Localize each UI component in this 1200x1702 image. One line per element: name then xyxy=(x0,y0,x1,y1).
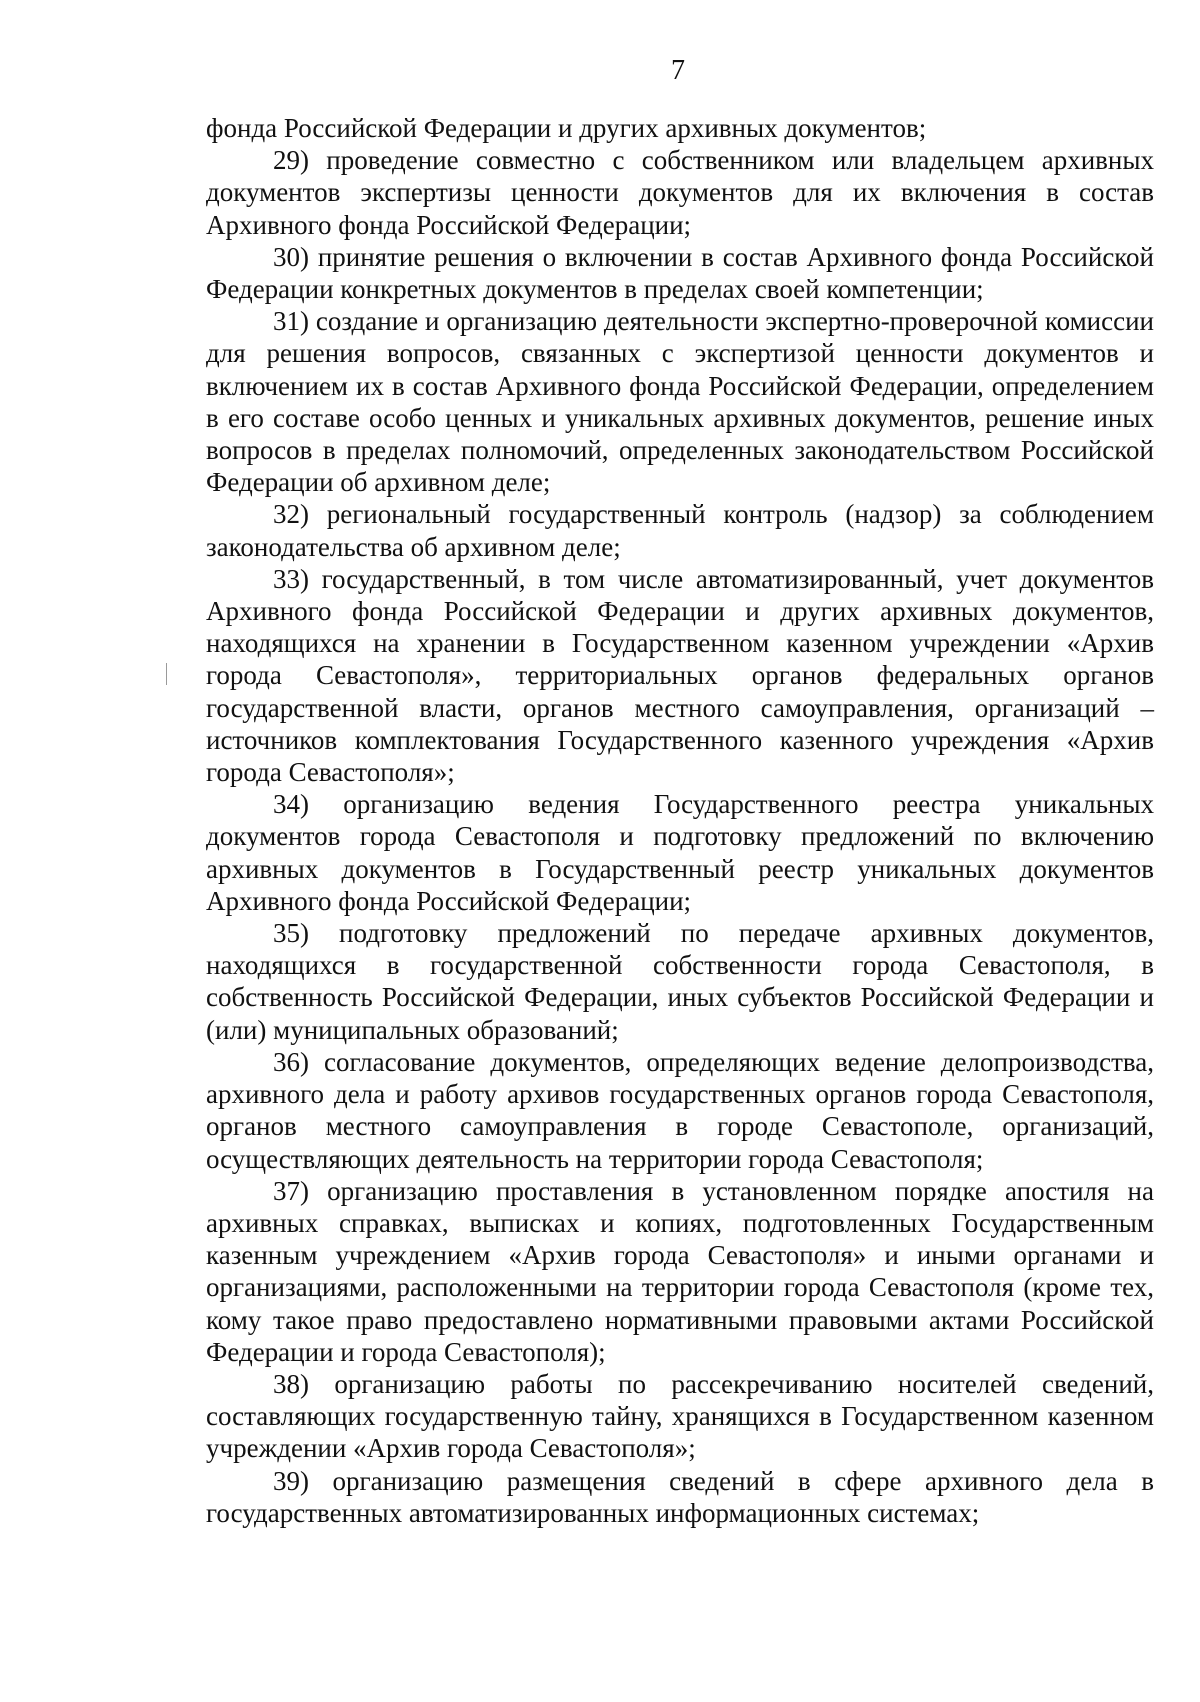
paragraph-item-30: 30) принятие решения о включении в состав Архивного фонда Российской Федерации конкретных документов в пределах своей компетенции; xyxy=(206,241,1154,305)
paragraph-item-38: 38) организацию работы по рассекречиванию носителей сведений, составляющих государственную тайну, хранящихся в Государственном казенном учреждении «Архив города Севастополя»; xyxy=(206,1368,1154,1464)
margin-mark xyxy=(166,663,167,685)
paragraph-continuation: фонда Российской Федерации и других архивных документов; xyxy=(206,113,927,143)
document-body xyxy=(206,112,1154,1529)
paragraph-item-32: 32) региональный государственный контроль (надзор) за соблюдением законодательства об архивном деле; xyxy=(206,499,1154,562)
paragraph-item-35: 35) подготовку предложений по передаче архивных документов, находящихся в государственной собственности города Севастополя, в собственность Российской Федерации, иных субъектов Российской Федерации и (или) муниципальных образований; xyxy=(206,918,1154,1045)
paragraph-item-37: 37) организацию проставления в установленном порядке апостиля на архивных справках, выписках и копиях, подготовленных Государственным казенным учреждением «Архив города Севастополя» и иными органами и организациями, расположенными на территории города Севастополя (кроме тех, кому такое право предоставлено нормативными правовыми актами Российской Федерации и города Севастополя); xyxy=(206,1175,1154,1367)
paragraph-item-31: 31) создание и организацию деятельности экспертно-проверочной комиссии для решения вопросов, связанных с экспертизой ценности документов и включением их в состав Архивного фонда Российской Федерации, определением в его составе особо ценных и уникальных архивных документов, решение иных вопросов в пределах полномочий, определенных законодательством Российской Федерации об архивном деле; xyxy=(206,306,1154,498)
paragraph-item-39: 39) организацию размещения сведений в сфере архивного дела в государственных автоматизированных информационных системах; xyxy=(206,1465,1154,1528)
page-number: 7 xyxy=(671,55,685,86)
paragraph-item-36: 36) согласование документов, определяющих ведение делопроизводства, архивного дела и работу архивов государственных органов города Севастополя, органов местного самоуправления в городе Севастополе, организаций, осуществляющих деятельность на территории города Севастополя; xyxy=(206,1046,1154,1174)
paragraph-item-34: 34) организацию ведения Государственного реестра уникальных документов города Севастополя и подготовку предложений по включению архивных документов в Государственный реестр уникальных документов Архивного фонда Российской Федерации; xyxy=(206,789,1154,916)
paragraph-item-33: 33) государственный, в том числе автоматизированный, учет документов Архивного фонда Российской Федерации и других архивных документов, находящихся на хранении в Государственном казенном учреждении «Архив города Севастополя», территориальных органов федеральных органов государственной власти, органов местного самоуправления, организаций – источников комплектования Государственного казенного учреждения «Архив города Севастополя»; xyxy=(206,563,1154,788)
paragraph-item-29: 29) проведение совместно с собственником или владельцем архивных документов экспертизы ценности документов для их включения в состав Архивного фонда Российской Федерации; xyxy=(206,145,1154,240)
